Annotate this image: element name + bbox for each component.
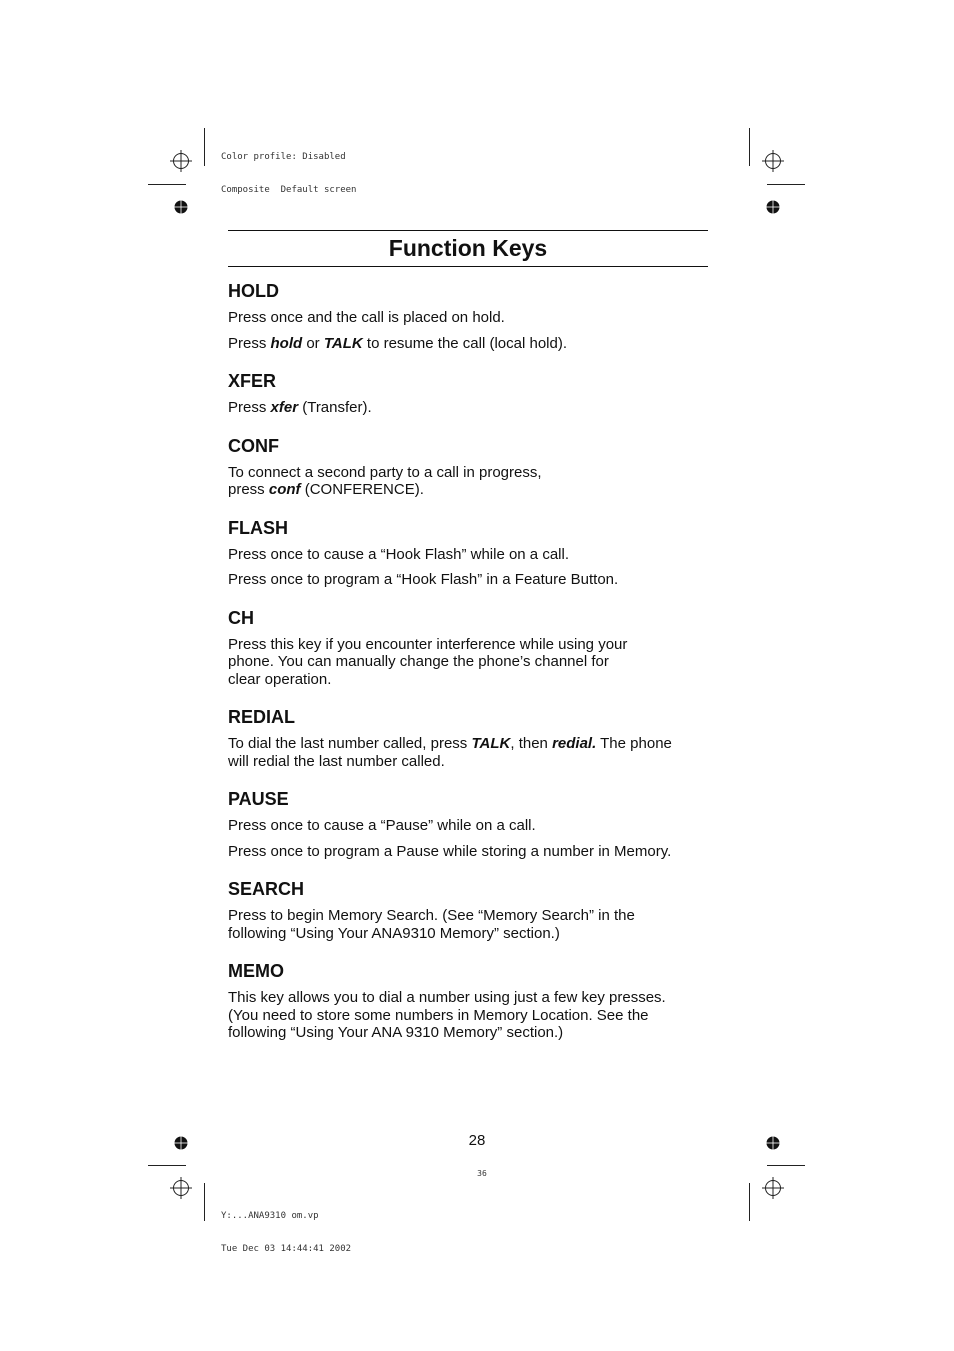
function-key-list [228, 280, 708, 1060]
key-name: hold [270, 334, 303, 352]
section-paragraph [228, 399, 708, 417]
title-rule-top [228, 230, 708, 231]
key-name: TALK [471, 735, 511, 752]
section-paragraph [228, 843, 708, 861]
section-paragraph [228, 907, 708, 942]
crop-mark [767, 1165, 805, 1166]
section-heading: CH [228, 607, 254, 628]
text-run: to resume the call (local hold). [362, 334, 568, 352]
section-heading: REDIAL [228, 707, 295, 727]
text-run: This key allows you to dial a number using just a few key presses. [228, 989, 666, 1006]
text-run: Press this key if you encounter interference while using your [228, 635, 628, 653]
registration-dot-icon [174, 1136, 188, 1150]
crop-mark [204, 128, 205, 166]
section-redial [228, 706, 708, 770]
registration-dot-icon [766, 1136, 780, 1150]
text-run: The phone [596, 735, 672, 752]
text-run: Press once to program a Pause while storing a number in Memory. [228, 842, 672, 860]
text-run: will redial the last number called. [228, 752, 445, 770]
text-run: Press once to cause a “Hook Flash” while on a call. [228, 545, 569, 563]
page-number: 28 [468, 1132, 486, 1149]
section-xfer [228, 370, 708, 417]
title-rule-bottom [228, 266, 708, 267]
section-heading: PAUSE [228, 789, 289, 809]
section-paragraph [228, 571, 708, 589]
page-title: Function Keys [388, 235, 548, 261]
section-paragraph [228, 817, 708, 835]
text-run: or [302, 334, 324, 352]
print-info-bottom [221, 1189, 351, 1266]
print-info-bottom-line2: Tue Dec 03 14:44:41 2002 [221, 1244, 352, 1254]
crop-mark [749, 1183, 750, 1221]
text-run: Press once to cause a “Pause” while on a call. [228, 817, 536, 834]
section-ch [228, 607, 708, 689]
text-run: (CONFERENCE). [300, 481, 424, 498]
registration-dot-icon [766, 200, 780, 214]
print-info-top-line1: Color profile: Disabled [221, 152, 346, 162]
text-run: Press [228, 399, 271, 416]
registration-mark-icon [170, 1177, 192, 1199]
text-run: , then [510, 735, 553, 752]
crop-mark [148, 184, 186, 185]
sheet-number: 36 [477, 1169, 487, 1178]
registration-mark-icon [762, 150, 784, 172]
text-run: Press [228, 334, 271, 352]
key-name: xfer [270, 399, 299, 416]
text-run: following “Using Your ANA9310 Memory” section.) [228, 924, 560, 942]
text-run: press [228, 481, 269, 498]
section-paragraph [228, 989, 708, 1042]
key-name: TALK [323, 334, 363, 352]
registration-mark-icon [170, 150, 192, 172]
text-run: Press to begin Memory Search. (See “Memory Search” in the [228, 907, 635, 924]
section-heading: HOLD [228, 281, 279, 301]
text-run: Press once and the call is placed on hold. [228, 309, 505, 326]
key-name: redial. [552, 735, 597, 752]
text-run: Press once to program a “Hook Flash” in a Feature Button. [228, 571, 619, 588]
section-paragraph [228, 464, 708, 499]
section-paragraph [228, 309, 708, 327]
section-search [228, 878, 708, 942]
crop-mark [749, 128, 750, 166]
section-heading: XFER [228, 371, 277, 391]
section-heading: FLASH [228, 517, 288, 538]
section-flash [228, 517, 708, 589]
section-paragraph [228, 735, 708, 770]
section-paragraph [228, 636, 708, 689]
print-info-top-line2: Composite Default screen [221, 185, 357, 195]
section-pause [228, 788, 708, 860]
text-run: clear operation. [228, 670, 332, 688]
section-heading: MEMO [228, 961, 284, 981]
text-run: phone. You can manually change the phone’s channel for [228, 653, 609, 670]
text-run: (Transfer). [298, 399, 372, 416]
text-run: following “Using Your ANA 9310 Memory” section.) [228, 1024, 564, 1041]
section-paragraph [228, 335, 708, 353]
crop-mark [148, 1165, 186, 1166]
registration-dot-icon [174, 200, 188, 214]
registration-mark-icon [762, 1177, 784, 1199]
section-heading: CONF [228, 435, 279, 456]
section-paragraph [228, 546, 708, 564]
section-hold [228, 280, 708, 352]
section-heading: SEARCH [228, 879, 305, 899]
section-conf [228, 435, 708, 499]
key-name: conf [268, 481, 301, 498]
text-run: To connect a second party to a call in progress, [228, 463, 542, 481]
section-memo [228, 960, 708, 1042]
text-run: (You need to store some numbers in Memory Location. See the [228, 1006, 649, 1024]
crop-mark [204, 1183, 205, 1221]
crop-mark [767, 184, 805, 185]
print-info-top [221, 130, 356, 207]
print-info-bottom-line1: Y:...ANA9310 om.vp [221, 1211, 319, 1221]
text-run: To dial the last number called, press [228, 735, 472, 752]
